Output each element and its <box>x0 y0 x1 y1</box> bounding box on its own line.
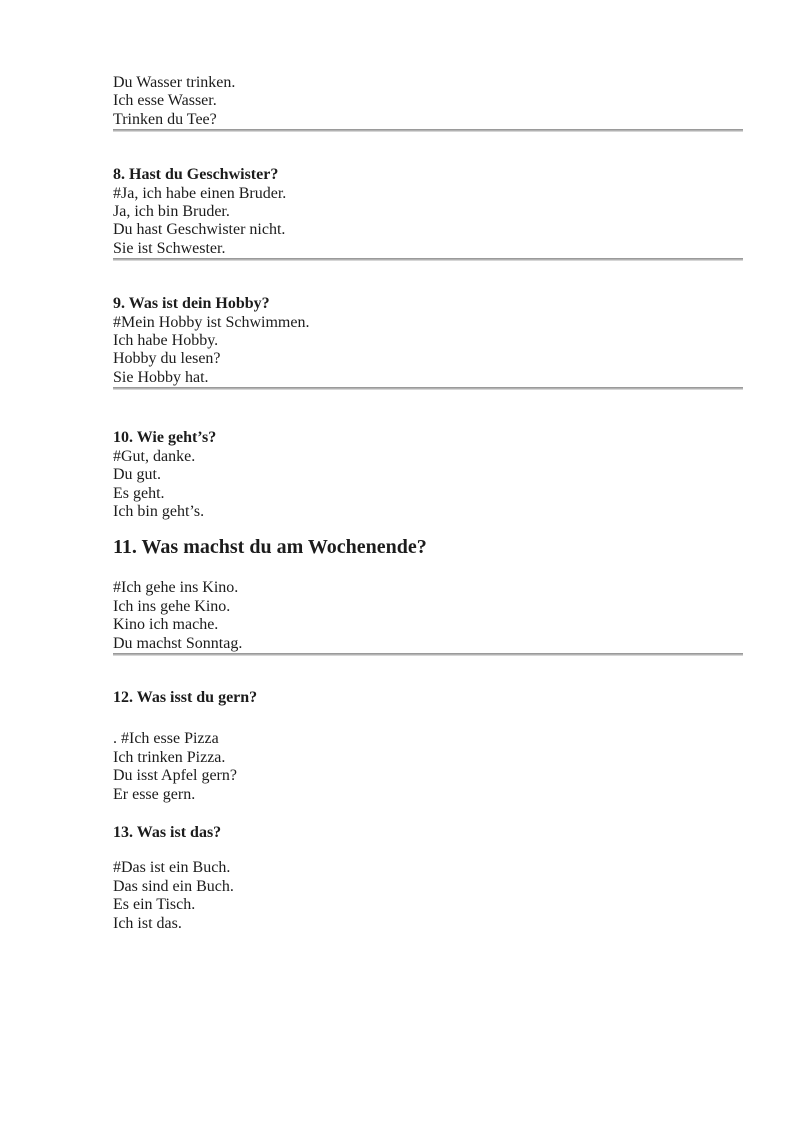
answer-option: Kino ich mache. <box>113 616 219 634</box>
answer-option: Hobby du lesen? <box>113 350 221 368</box>
answer-option: #Mein Hobby ist Schwimmen. <box>113 313 310 331</box>
answer-option: Es geht. <box>113 484 165 502</box>
answer-option: Du isst Apfel gern? <box>113 767 237 785</box>
answer-option: #Ja, ich habe einen Bruder. <box>113 184 287 202</box>
answer-option: #Das ist ein Buch. <box>113 859 231 877</box>
question-10-block <box>113 429 743 521</box>
question-11-answer-options <box>113 579 743 653</box>
answer-option: #Ich gehe ins Kino. <box>113 579 239 597</box>
answer-option: Sie ist Schwester. <box>113 239 226 257</box>
answer-option: Du machst Sonntag. <box>113 634 243 652</box>
answer-option: #Gut, danke. <box>113 447 196 465</box>
answer-option: Es ein Tisch. <box>113 896 196 914</box>
section-divider <box>113 653 743 656</box>
question-13-answer-options <box>113 859 743 933</box>
question-12-title-block <box>113 689 743 707</box>
answer-option: Er esse gern. <box>113 785 196 803</box>
answer-option: Du Wasser trinken. <box>113 74 236 91</box>
answer-option: Das sind ein Buch. <box>113 877 234 895</box>
answer-option: Ich trinken Pizza. <box>113 748 226 766</box>
answer-option: Du hast Geschwister nicht. <box>113 221 286 239</box>
answer-option: Ich esse Wasser. <box>113 92 217 110</box>
answer-option: Ich ins gehe Kino. <box>113 597 231 615</box>
question-12-answer-options <box>113 730 743 804</box>
question-13-title: 13. Was ist das? <box>113 823 222 841</box>
answer-option: Sie Hobby hat. <box>113 368 209 386</box>
section-divider <box>113 258 743 261</box>
answer-option: Trinken du Tee? <box>113 110 217 128</box>
question-8-block <box>113 166 743 258</box>
question-10-title: 10. Wie geht’s? <box>113 429 217 447</box>
answer-option: Ich ist das. <box>113 914 182 932</box>
question-11-title: 11. Was machst du am Wochenende? <box>113 536 427 559</box>
answer-option: Ich habe Hobby. <box>113 332 219 350</box>
question-8-title: 8. Hast du Geschwister? <box>113 166 279 184</box>
answer-option: Ja, ich bin Bruder. <box>113 203 230 221</box>
answer-option: Du gut. <box>113 466 161 484</box>
question-9-title: 9. Was ist dein Hobby? <box>113 295 270 313</box>
section-divider <box>113 129 743 132</box>
question-12-title: 12. Was isst du gern? <box>113 688 258 706</box>
answer-option: Ich bin geht’s. <box>113 502 205 520</box>
question-13-title-block <box>113 824 743 842</box>
question-7-answer-options <box>113 74 743 129</box>
question-9-block <box>113 295 743 387</box>
section-divider <box>113 387 743 390</box>
answer-option: . #Ich esse Pizza <box>113 730 219 748</box>
